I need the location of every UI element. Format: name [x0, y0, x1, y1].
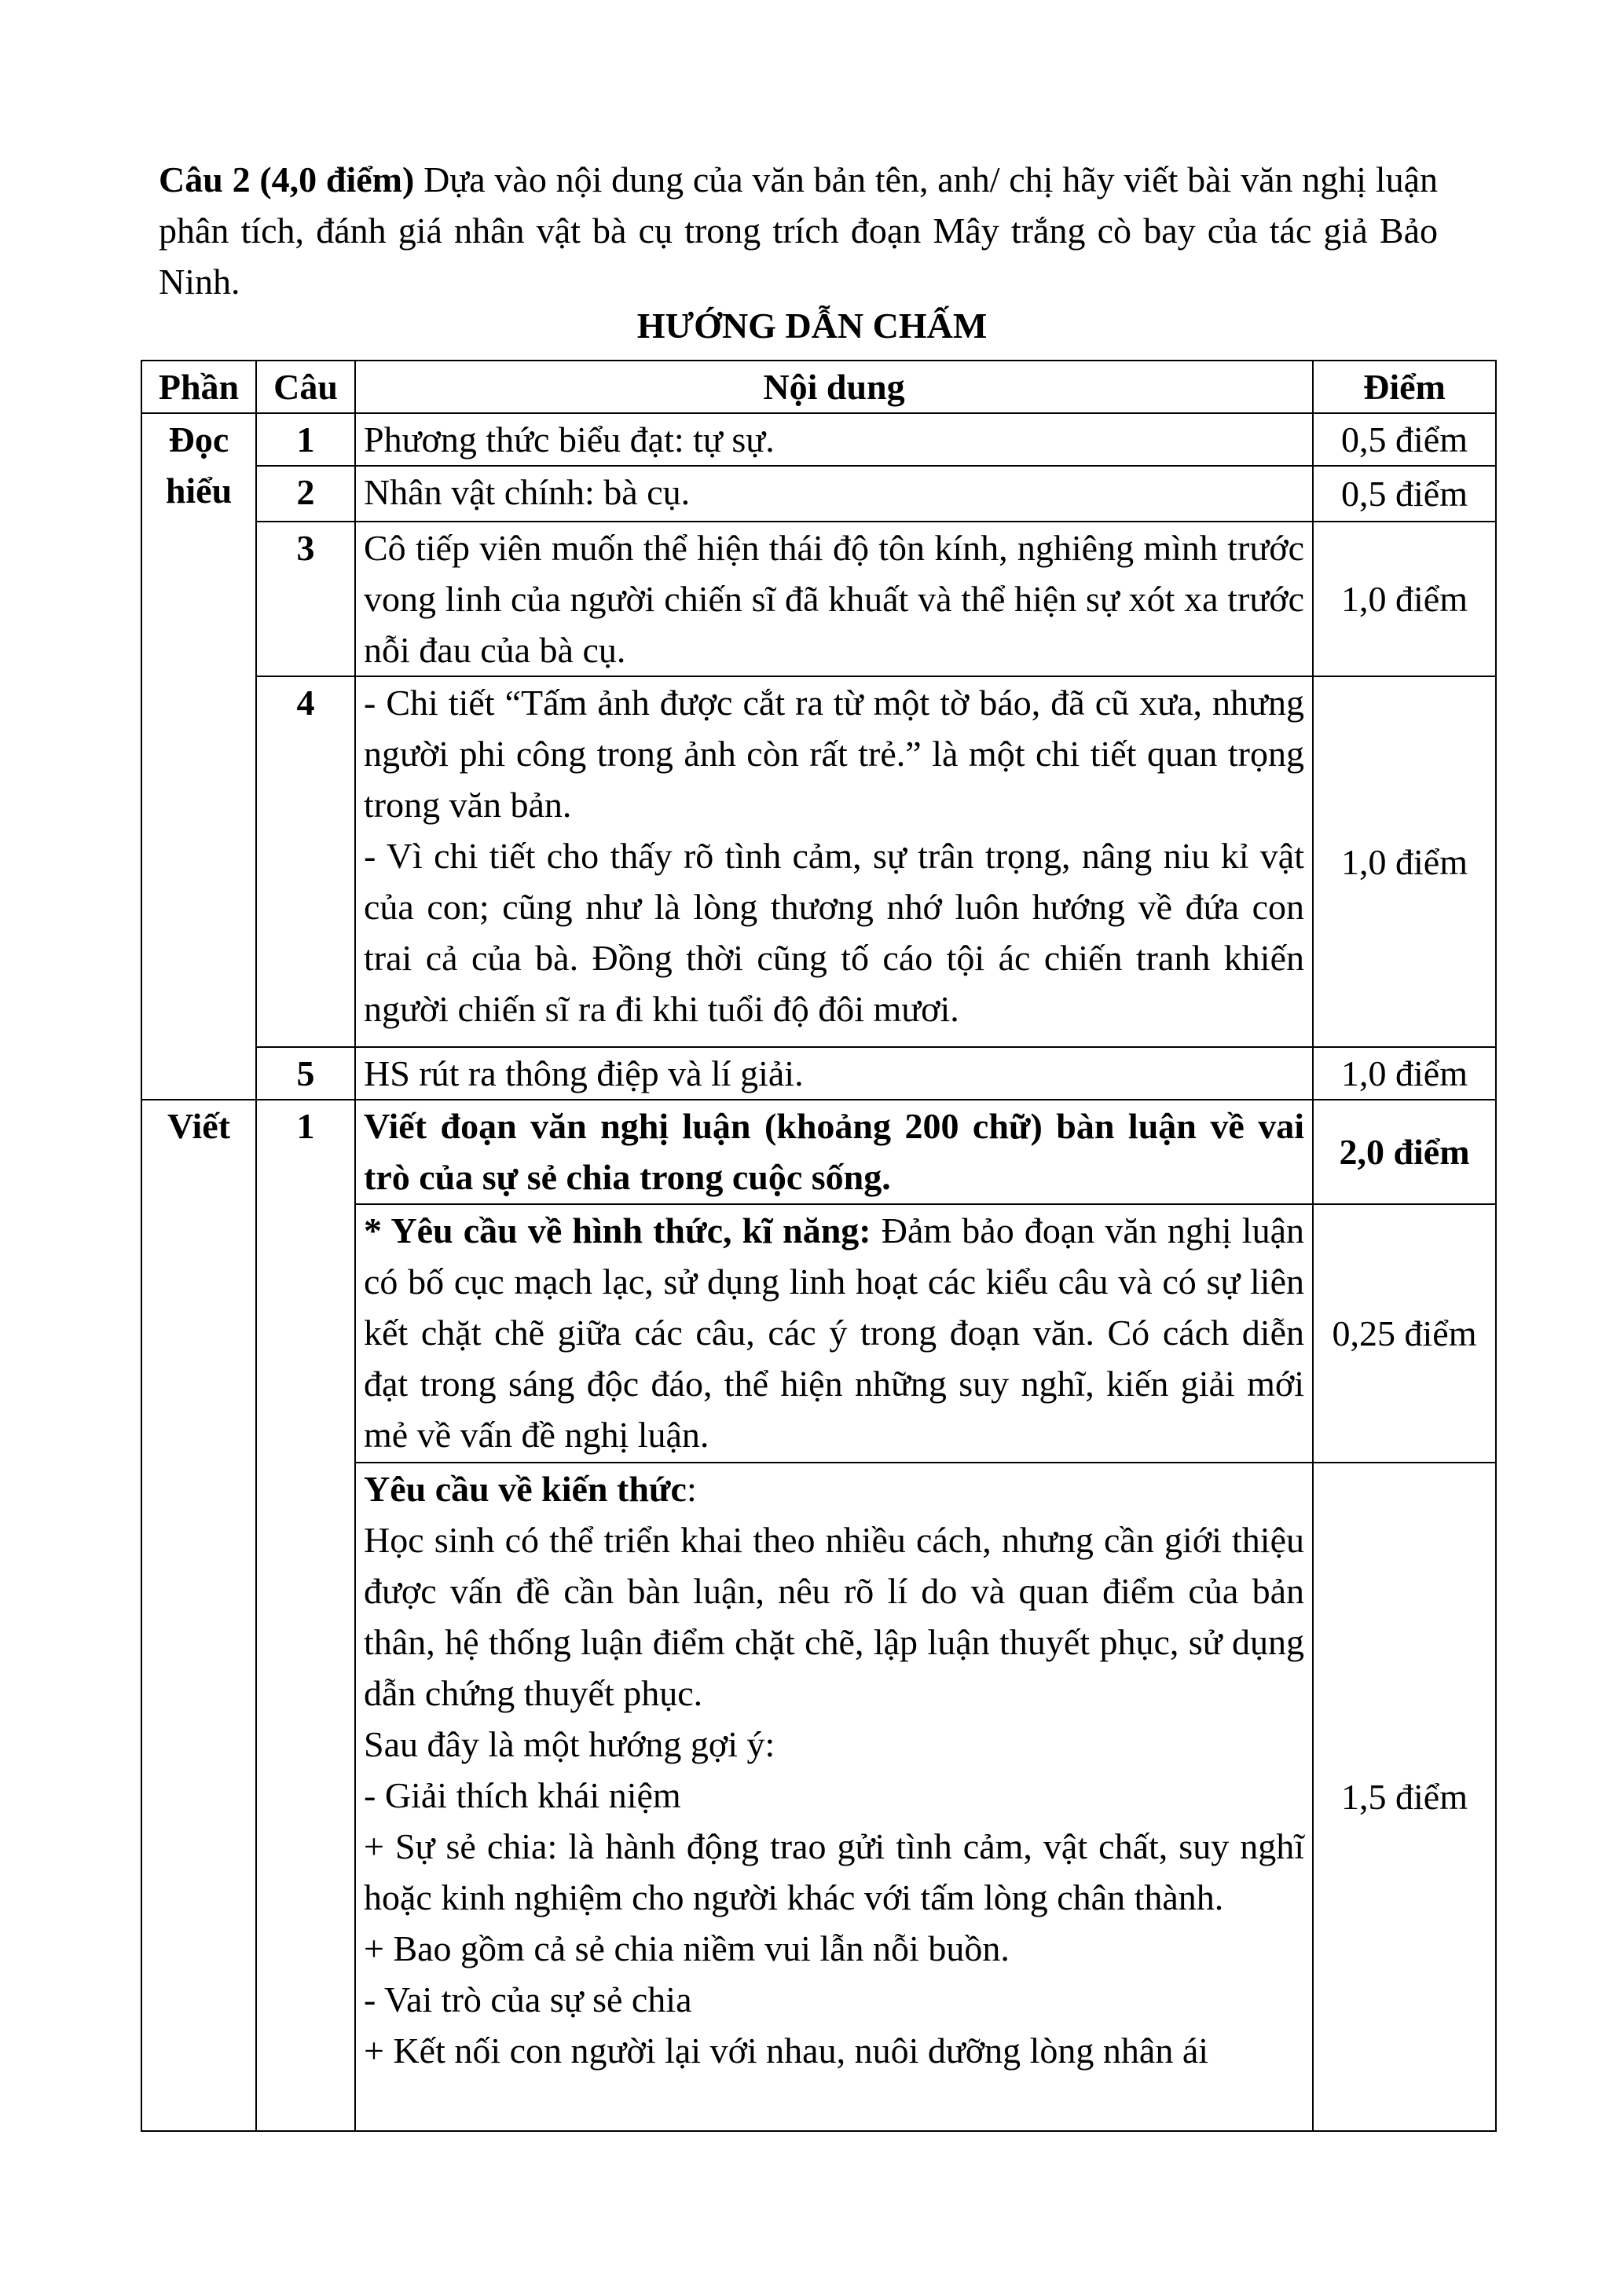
knowledge-requirements	[355, 1463, 1313, 2131]
answer-content	[355, 676, 1313, 1047]
table-row	[141, 1047, 1496, 1100]
score: 1,0 điểm	[1313, 522, 1496, 676]
page-title: HƯỚNG DẪN CHẤM	[636, 306, 988, 346]
header-question: Câu	[256, 361, 355, 413]
table-row	[141, 1100, 1496, 1204]
answer-content: Nhân vật chính: bà cụ.	[355, 466, 1313, 522]
score: 0,5 điểm	[1313, 466, 1496, 522]
header-content: Nội dung	[355, 361, 1313, 413]
table-row	[141, 522, 1496, 676]
knowledge-line: - Giải thích khái niệm	[364, 1775, 681, 1815]
writing-task-heading: Viết đoạn văn nghị luận (khoảng 200 chữ) bàn luận về vai trò của sự sẻ chia trong cuộc sống.	[355, 1100, 1313, 1204]
knowledge-line: + Sự sẻ chia: là hành động trao gửi tình cảm, vật chất, suy nghĩ hoặc kinh nghiệm cho người khác với tấm lòng chân thành.	[364, 1826, 1304, 1917]
question-number: 4	[256, 676, 355, 1047]
question-number: 3	[256, 522, 355, 676]
score: 0,25 điểm	[1313, 1204, 1496, 1463]
score: 1,0 điểm	[1313, 1047, 1496, 1100]
question-number: 1	[256, 413, 355, 466]
question-number: 2	[256, 466, 355, 522]
knowledge-line: Học sinh có thể triển khai theo nhiều cách, nhưng cần giới thiệu được vấn đề cần bàn luận, nêu rõ lí do và quan điểm của bản thân, hệ thống luận điểm chặt chẽ, lập luận thuyết phục, sử dụng dẫn chứng thuyết phục.	[364, 1520, 1304, 1713]
answer-line: - Vì chi tiết cho thấy rõ tình cảm, sự trân trọng, nâng niu kỉ vật của con; cũng như là lòng thương nhớ luôn hướng về đứa con trai cả của bà. Đồng thời cũng tố cáo tội ác chiến tranh khiến người chiến sĩ ra đi khi tuổi độ đôi mươi.	[364, 836, 1304, 1029]
header-score: Điểm	[1313, 361, 1496, 413]
section-doc-hieu: Đọc hiểu	[141, 413, 256, 1100]
table-row	[141, 676, 1496, 1047]
question-number: 5	[256, 1047, 355, 1100]
answer-content: Phương thức biểu đạt: tự sự.	[355, 413, 1313, 466]
table-row	[141, 413, 1496, 466]
knowledge-line: + Kết nối con người lại với nhau, nuôi dưỡng lòng nhân ái	[364, 2031, 1209, 2071]
knowledge-colon: :	[686, 1469, 697, 1509]
score: 1,0 điểm	[1313, 676, 1496, 1047]
score: 1,5 điểm	[1313, 1463, 1496, 2131]
grading-table	[141, 360, 1497, 2132]
answer-content: Cô tiếp viên muốn thể hiện thái độ tôn kính, nghiêng mình trước vong linh của người chiến sĩ đã khuất và thể hiện sự xót xa trước nỗi đau của bà cụ.	[355, 522, 1313, 676]
answer-content: HS rút ra thông điệp và lí giải.	[355, 1047, 1313, 1100]
knowledge-heading	[364, 1463, 1304, 1514]
score: 0,5 điểm	[1313, 413, 1496, 466]
knowledge-line: + Bao gồm cả sẻ chia niềm vui lẫn nỗi buồn.	[364, 1928, 1010, 1968]
score: 2,0 điểm	[1313, 1100, 1496, 1204]
knowledge-label: Yêu cầu về kiến thức	[364, 1469, 687, 1509]
form-requirements-label: * Yêu cầu về hình thức, kĩ năng:	[364, 1210, 871, 1251]
section-viet: Viết	[141, 1100, 256, 2131]
answer-line: - Chi tiết “Tấm ảnh được cắt ra từ một tờ báo, đã cũ xưa, nhưng người phi công trong ảnh còn rất trẻ.” là một chi tiết quan trọng trong văn bản.	[364, 683, 1304, 825]
question-number: 1	[256, 1100, 355, 2131]
knowledge-line: Sau đây là một hướng gợi ý:	[364, 1724, 775, 1764]
knowledge-line: - Vai trò của sự sẻ chia	[364, 1979, 692, 2020]
table-header-row	[141, 361, 1496, 413]
question-text: Dựa vào nội dung của văn bản tên, anh/ chị hãy viết bài văn nghị luận phân tích, đánh giá nhân vật bà cụ trong trích đoạn Mây trắng cò bay của tác giả Bảo Ninh.	[159, 159, 1438, 302]
question-prompt	[159, 154, 1438, 307]
table-row	[141, 466, 1496, 522]
header-part: Phần	[141, 361, 256, 413]
form-requirements	[355, 1204, 1313, 1463]
form-requirements-text: Đảm bảo đoạn văn nghị luận có bố cục mạch lạc, sử dụng linh hoạt các kiểu câu và có sự liên kết chặt chẽ giữa các câu, các ý trong đoạn văn. Có cách diễn đạt trong sáng độc đáo, thể hiện những suy nghĩ, kiến giải mới mẻ về vấn đề nghị luận.	[364, 1210, 1304, 1455]
question-label: Câu 2 (4,0 điểm)	[159, 159, 415, 200]
